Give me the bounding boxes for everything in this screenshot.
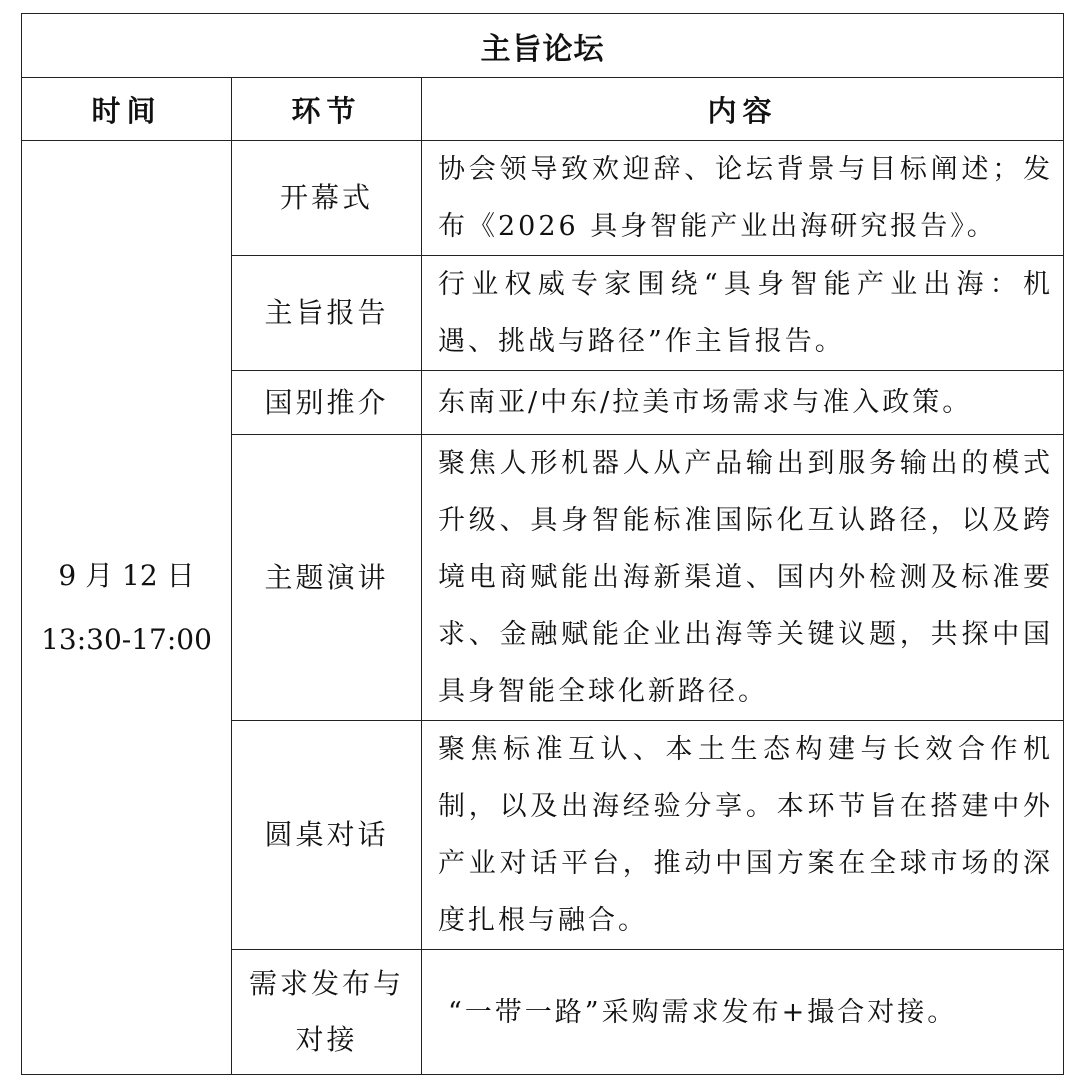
stage-cell: 国别推介 [232, 371, 422, 435]
session-hours: 13:30-17:00 [41, 622, 212, 656]
session-date: 9 月 12 日 [58, 558, 195, 592]
title-row [22, 14, 1064, 78]
stage-cell: 开幕式 [232, 141, 422, 256]
stage-cell: 需求发布与对接 [232, 950, 422, 1075]
content-cell: 聚焦标准互认、本土生态构建与长效合作机制，以及出海经验分享。本环节旨在搭建中外产业对话平台，推动中国方案在全球市场的深度扎根与融合。 [422, 721, 1064, 950]
header-time: 时间 [22, 78, 232, 141]
content-cell: 聚焦人形机器人从产品输出到服务输出的模式升级、具身智能标准国际化互认路径，以及跨境电商赋能出海新渠道、国内外检测及标准要求、金融赋能企业出海等关键议题，共探中国具身智能全球化新路径。 [422, 435, 1064, 721]
content-cell: 协会领导致欢迎辞、论坛背景与目标阐述；发布《2026 具身智能产业出海研究报告》。 [422, 141, 1064, 256]
content-cell: “一带一路”采购需求发布+撮合对接。 [422, 950, 1064, 1075]
agenda-table [21, 13, 1064, 1075]
table-row [22, 141, 1064, 256]
header-stage: 环节 [232, 78, 422, 141]
time-cell [22, 141, 232, 1075]
table-title: 主旨论坛 [22, 14, 1064, 78]
stage-cell: 主题演讲 [232, 435, 422, 721]
header-content: 内容 [422, 78, 1064, 141]
stage-cell: 主旨报告 [232, 256, 422, 371]
content-cell: 行业权威专家围绕“具身智能产业出海：机遇、挑战与路径”作主旨报告。 [422, 256, 1064, 371]
stage-cell: 圆桌对话 [232, 721, 422, 950]
header-row [22, 78, 1064, 141]
content-cell: 东南亚/中东/拉美市场需求与准入政策。 [422, 371, 1064, 435]
